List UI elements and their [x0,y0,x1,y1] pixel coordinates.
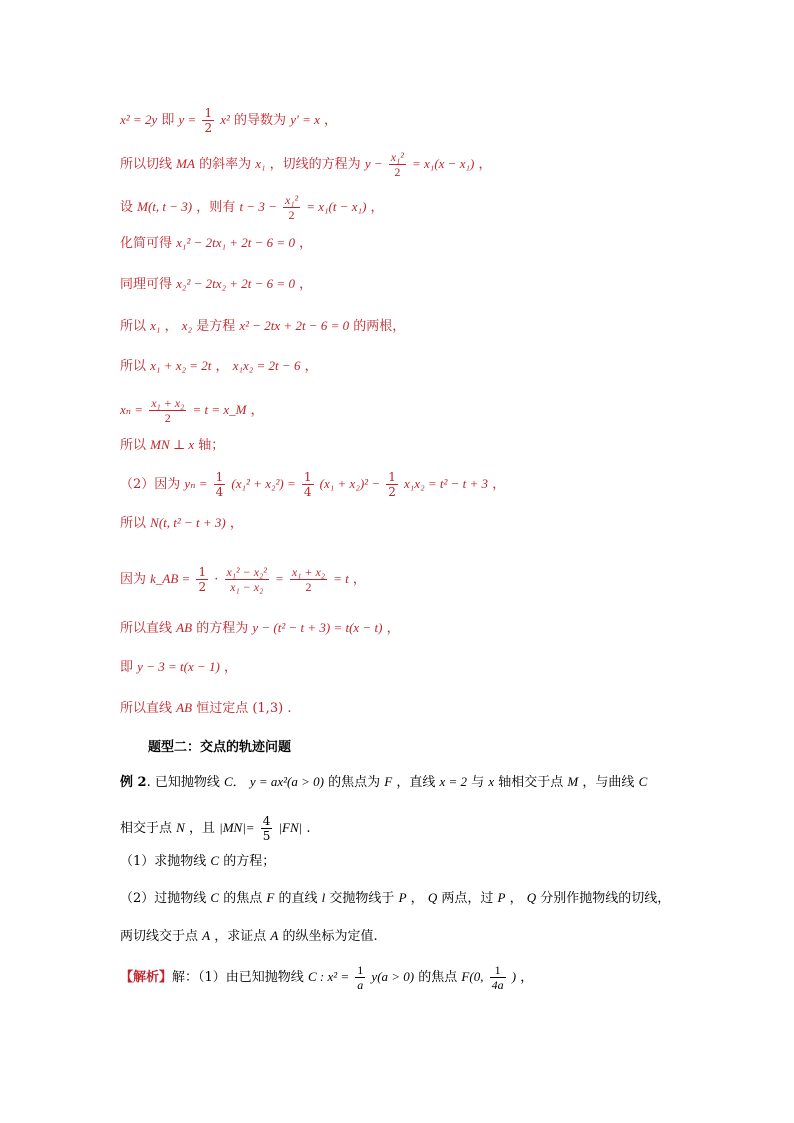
math: (x₁² + x₂²) = [231,476,296,491]
solution-line-11 [120,514,243,533]
fraction: $\frac{1}{2}$ [198,565,207,594]
text: （1）求抛物线 [120,854,207,869]
analysis-tag: 【解析】 [120,970,173,985]
text: （2）因为 [120,477,181,492]
text: 的两根， [353,319,406,334]
solution-line-8 [120,396,264,425]
math: Q [526,890,537,905]
text: . [306,821,311,836]
question-3 [120,927,378,946]
math: y′ = x [290,112,320,127]
math: x₂ [181,318,193,333]
solution-line-1 [120,106,337,135]
text: ， [250,403,264,418]
text: ， [229,516,243,531]
fraction: $\frac{1}{a}$ [357,963,364,992]
math: yₙ = [184,476,208,491]
text: 所以 [120,516,147,531]
text: 两切线交于点 [120,929,199,944]
fraction: $\frac{\text{x₁ + x₂}}{2}$ [151,396,185,425]
text: 是方程 [196,319,236,334]
math: t − 3 − [239,199,277,214]
math: Q [427,890,438,905]
text: 解：（1）由已知抛物线 [172,970,304,985]
fraction: $\frac{1}{2}$ [204,106,213,135]
fraction: $\frac{4}{5}$ [262,814,271,843]
math: x₁ [255,156,266,171]
text: 的斜率为 [199,157,252,172]
math: AB [176,700,193,715]
text: . 已知抛物线 [146,775,220,790]
math: y − [364,156,383,171]
math: C [638,774,648,789]
example-line-1 [120,773,647,792]
text: 相交于点 [120,821,173,836]
text: ． [232,775,246,790]
text: ， [299,277,313,292]
text: 化简可得 [120,236,173,251]
solution-line-14 [120,658,237,677]
text: 轴； [198,438,225,453]
text: 的导数为 [234,113,287,128]
text: 所以 [120,319,147,334]
math: = [274,571,284,586]
math: F [266,890,275,905]
math: MN ⊥ x [150,437,195,452]
math: = x₁(x − x₁) [412,156,475,171]
text: （2）过抛物线 [120,891,207,906]
fraction: $\frac{1}{4}$ [303,470,312,499]
text: ， [410,891,424,906]
math: C [210,890,220,905]
text: 同理可得 [120,277,173,292]
math: xₙ = [120,402,144,417]
analysis-line [120,963,533,992]
text: 所以切线 [120,157,173,172]
math: P [497,890,506,905]
example-label: 例 2 [120,775,147,790]
math: x² − 2tx + 2t − 6 = 0 [239,318,350,333]
text: 与 [471,775,485,790]
fraction: $\frac{1}{4a}$ [491,963,504,992]
solution-line-3 [120,193,384,222]
math: F [384,774,393,789]
math: F(0, [461,969,484,984]
text: ， [520,970,534,985]
text: ， [386,621,400,636]
math: y − (t² − t + 3) = t(x − t) [252,620,383,635]
solution-line-12 [120,565,366,594]
math: C : x² = [307,969,350,984]
text: ， [304,359,318,374]
math: x₁ [150,318,161,333]
math: MA [176,156,195,171]
math: (1,3) [252,701,284,716]
math: y(a > 0) [371,969,415,984]
text: 的焦点 [418,970,458,985]
text: ，直线 [396,775,436,790]
text: · [214,572,219,587]
text: ，且 [188,821,215,836]
text: 的纵坐标为定值. [282,929,378,944]
solution-line-2 [120,150,491,179]
text: 即 [120,660,134,675]
math: x₁x₂ = t² − t + 3 [404,476,489,491]
text: 即 [161,113,175,128]
math: C [210,853,220,868]
math: M(t, t − 3) [137,199,193,214]
math: |FN| [278,820,303,835]
text: ，则有 [196,200,236,215]
solution-line-15 [120,699,291,718]
math: k_AB = [150,571,191,586]
solution-line-10 [120,470,505,499]
text: 所以 [120,359,147,374]
text: ， [215,359,229,374]
math: |MN|= [219,820,255,835]
solution-line-4 [120,234,312,253]
text: ， [370,200,384,215]
fraction: $\frac{\text{x₁² − x₂²}}{\text{x₁ − x₂}}$ [226,565,267,594]
math: ) [511,969,517,984]
math: x₁ + x₂ = 2t [150,358,212,373]
text: 的方程； [223,854,276,869]
question-2 [120,889,670,908]
text: 设 [120,200,134,215]
solution-line-6 [120,317,405,336]
math: x = 2 [439,774,468,789]
math: AB [176,620,193,635]
fraction: $\frac{\text{x₁²}}{2}$ [285,193,299,222]
text: ， [223,660,237,675]
text: 轴相交于点 [498,775,564,790]
text: ， [509,891,523,906]
math: x² [220,112,230,127]
text: ， [299,236,313,251]
math: y = ax²(a > 0) [249,774,324,789]
fraction: $\frac{\text{x₁ + x₂}}{2}$ [291,565,325,594]
text: 所以直线 [120,621,173,636]
text: 两点，过 [441,891,494,906]
fraction: $\frac{\text{x₁²}}{2}$ [390,150,404,179]
text: 所以 [120,438,147,453]
math: y = [178,112,197,127]
text: 的方程为 [196,621,249,636]
text: ， [352,572,366,587]
math: A [270,928,279,943]
section-heading: 题型二：交点的轨迹问题 [148,740,292,755]
math: M [567,774,579,789]
math: y − 3 = t(x − 1) [137,659,220,674]
text: 恒过定点 [196,701,249,716]
fraction: $\frac{1}{4}$ [215,470,224,499]
math: x² = 2y [120,112,158,127]
text: ，切线的方程为 [269,157,361,172]
text: ， [164,319,178,334]
text: 的焦点为 [328,775,381,790]
math: = t = x_M [192,402,247,417]
text: 分别作抛物线的切线， [540,891,671,906]
math: N [176,820,185,835]
fraction: $\frac{1}{2}$ [388,470,396,499]
math: = x₁(t − x₁) [306,199,367,214]
math: x₁x₂ = 2t − 6 [232,358,301,373]
solution-line-13 [120,619,400,638]
math: P [398,890,407,905]
solution-line-5 [120,275,312,294]
text: ，求证点 [214,929,267,944]
math: N(t, t² − t + 3) [150,515,226,530]
math: x₁² − 2tx₁ + 2t − 6 = 0 [176,235,295,250]
text: 交抛物线于 [329,891,395,906]
example-line-2 [120,814,311,843]
text: 所以直线 [120,701,173,716]
question-1 [120,852,275,871]
text: . [287,701,292,716]
math: = t [333,571,349,586]
math: x [488,774,495,789]
text: 的直线 [278,891,318,906]
text: ，与曲线 [582,775,635,790]
solution-line-9 [120,436,224,455]
math: (x₁ + x₂)² − [319,476,381,491]
math: x₂² − 2tx₂ + 2t − 6 = 0 [176,276,295,291]
math: C [223,774,233,789]
text: ， [492,477,506,492]
text: ， [478,157,492,172]
solution-line-7 [120,357,318,376]
text: 因为 [120,572,147,587]
math: A [202,928,211,943]
text: ， [324,113,338,128]
text: 的焦点 [223,891,263,906]
math: l [321,890,326,905]
